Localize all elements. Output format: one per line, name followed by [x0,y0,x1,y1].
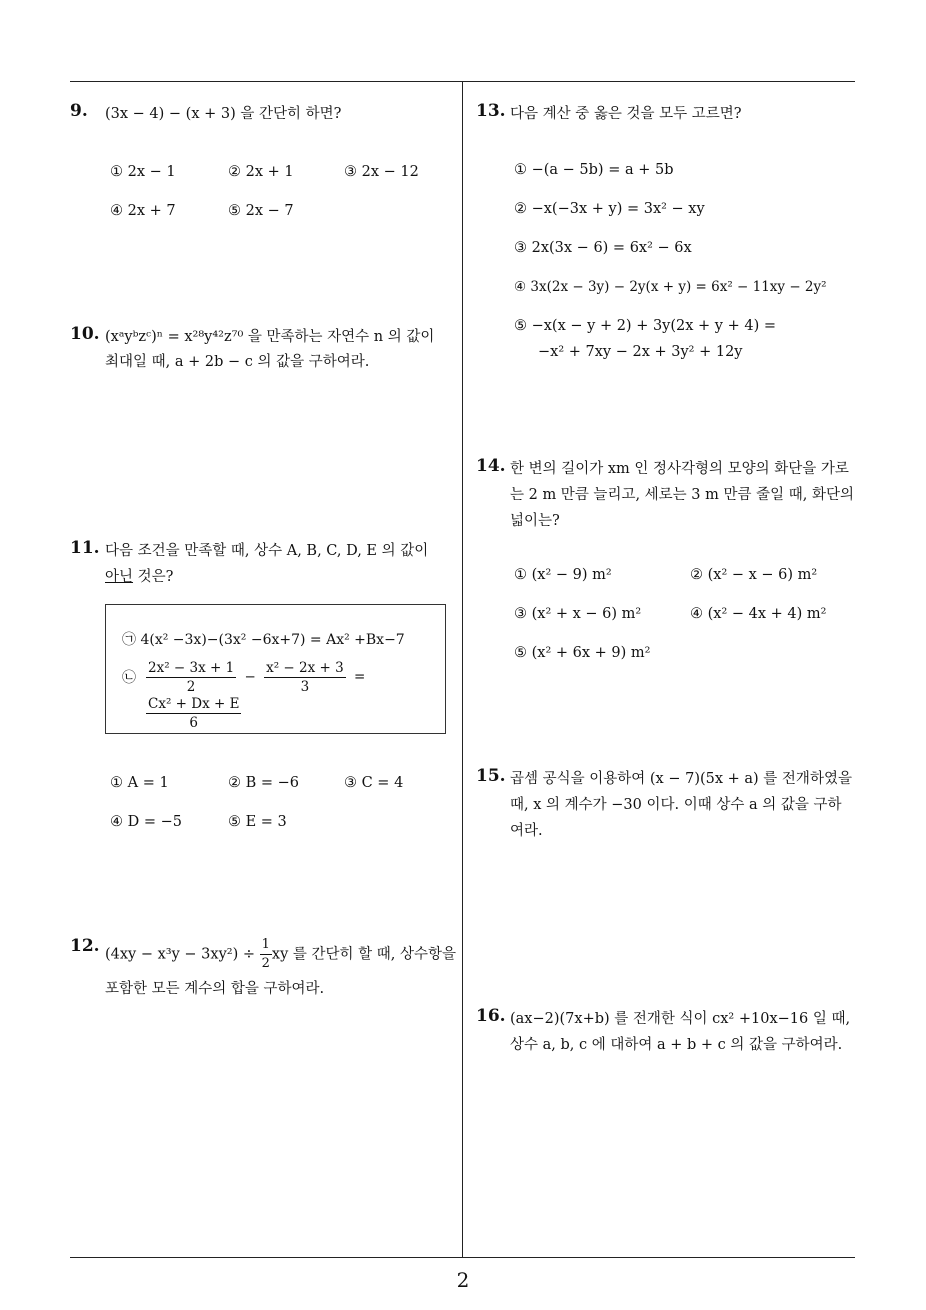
column-divider [462,82,463,1257]
fraction-half: $\frac{1}{2}$ [261,937,270,971]
question-number: 13. [476,101,506,121]
option-5[interactable]: ⑤ −x(x − y + 2) + 3y(2x + y + 4) = [514,318,776,334]
option-1[interactable]: ① A = 1 [110,775,169,791]
option-2[interactable]: ② (x² − x − 6) m² [690,567,818,583]
option-5[interactable]: ⑤ (x² + 6x + 9) m² [514,645,651,661]
question-number: 16. [476,1006,506,1026]
question-text-line-1: 다음 조건을 만족할 때, 상수 A, B, C, D, E 의 값이 [105,543,429,559]
question-text-line-3: 넓이는? [510,513,560,529]
question-text-line-2: 포함한 모든 계수의 합을 구하여라. [105,981,325,997]
question-number: 14. [476,456,506,476]
question-number: 12. [70,936,100,956]
question-number: 10. [70,324,100,344]
condition-1: ㉠ 4(x² −3x)−(3x² −6x+7) = Ax² +Bx−7 [122,632,405,648]
option-4[interactable]: ④ D = −5 [110,814,182,830]
option-4[interactable]: ④ 2x + 7 [110,203,176,219]
option-2[interactable]: ② 2x + 1 [228,164,294,180]
question-text-line-2: 아닌 것은? [105,569,174,585]
option-1[interactable]: ① −(a − 5b) = a + 5b [514,162,674,178]
option-5-continued: −x² + 7xy − 2x + 3y² + 12y [538,344,743,360]
option-1[interactable]: ① 2x − 1 [110,164,176,180]
condition-2-expression: $\frac{\text{2x² − 3x + 1}}{2}$ − $\frac{\text{x² − 2x + 3}}{3}$ = [148,660,366,695]
question-text-line-3: 여라. [510,823,543,839]
condition-2-rhs [146,695,241,732]
option-4[interactable]: ④ 3x(2x − 3y) − 2y(x + y) = 6x² − 11xy − 2y² [514,279,827,295]
question-text-line-2: 상수 a, b, c 에 대하여 a + b + c 의 값을 구하여라. [510,1037,843,1053]
page-number: 2 [456,1268,470,1292]
question-text: (3x − 4) − (x + 3) 을 간단히 하면? [105,106,342,122]
question-text-line-1: (4xy − x³y − 3xy²) ÷ $\frac{1}{2}$ xy 를 간단히 할 때, 상수항을 [105,937,456,971]
bottom-rule [70,1257,855,1258]
fraction-3: $\frac{\text{Cx² + Dx + E}}{6}$ [148,696,240,731]
question-text-line-1: (xᵃyᵇzᶜ)ⁿ = x²⁸y⁴²z⁷⁰ 을 만족하는 자연수 n 의 값이 [105,329,435,345]
option-3[interactable]: ③ 2x − 12 [344,164,419,180]
option-5[interactable]: ⑤ E = 3 [228,814,287,830]
option-4[interactable]: ④ (x² − 4x + 4) m² [690,606,827,622]
fraction-1: $\frac{\text{2x² − 3x + 1}}{2}$ [148,660,235,695]
question-text: 다음 계산 중 옳은 것을 모두 고르면? [510,106,742,122]
fraction-2: $\frac{\text{x² − 2x + 3}}{3}$ [266,660,344,695]
question-text-line-1: 한 변의 길이가 xm 인 정사각형의 모양의 화단을 가로 [510,461,849,477]
condition-box [105,604,446,734]
option-3[interactable]: ③ 2x(3x − 6) = 6x² − 6x [514,240,692,256]
question-number: 15. [476,766,506,786]
option-1[interactable]: ① (x² − 9) m² [514,567,612,583]
option-2[interactable]: ② −x(−3x + y) = 3x² − xy [514,201,705,217]
question-text-line-2: 는 2 m 만큼 늘리고, 세로는 3 m 만큼 줄일 때, 화단의 [510,487,854,503]
question-text-line-1: 곱셈 공식을 이용하여 (x − 7)(5x + a) 를 전개하였을 [510,771,852,787]
option-3[interactable]: ③ C = 4 [344,775,404,791]
question-text-line-2: 때, x 의 계수가 −30 이다. 이때 상수 a 의 값을 구하 [510,797,842,813]
question-text-line-1: (ax−2)(7x+b) 를 전개한 식이 cx² +10x−16 일 때, [510,1011,851,1027]
condition-2-mark: ㉡ [122,670,136,686]
question-number: 9. [70,101,88,121]
option-3[interactable]: ③ (x² + x − 6) m² [514,606,642,622]
option-2[interactable]: ② B = −6 [228,775,300,791]
underlined-word: 아닌 [105,569,134,585]
option-5[interactable]: ⑤ 2x − 7 [228,203,294,219]
question-text-line-2: 최대일 때, a + 2b − c 의 값을 구하여라. [105,354,370,370]
question-number: 11. [70,538,100,558]
